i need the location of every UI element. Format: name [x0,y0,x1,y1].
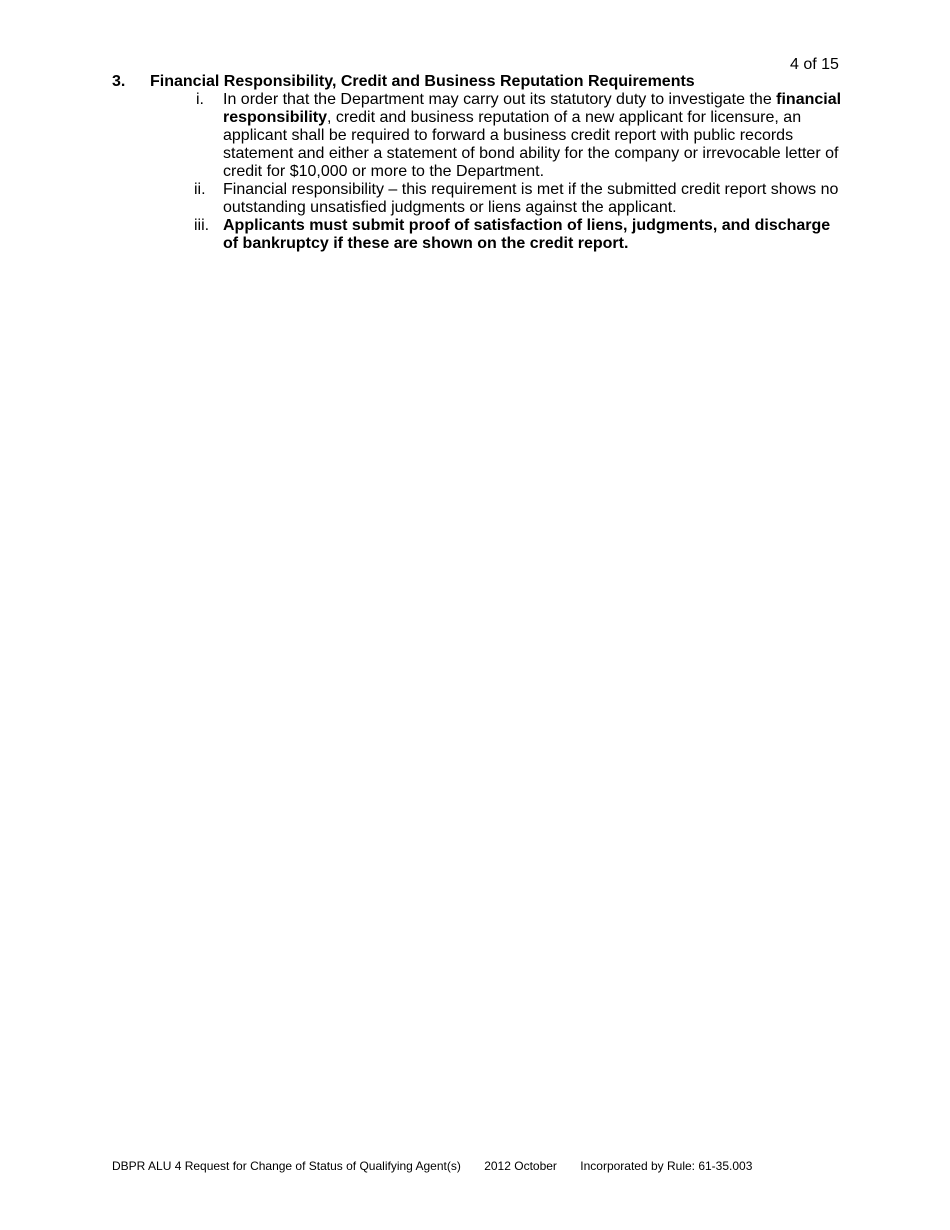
text-before: In order that the Department may carry out its statutory duty to investigate the [223,91,777,108]
list-item-text [223,91,841,180]
list-item-text: Financial responsibility – this requirement is met if the submitted credit report shows no outstanding unsatisfied judgments or liens against the applicant. [223,181,839,216]
list-marker: i. [196,91,204,108]
section-heading [112,73,842,91]
footer-form-title: DBPR ALU 4 Request for Change of Status of Qualifying Agent(s) [112,1159,461,1173]
text-after: , credit and business reputation of a new applicant for licensure, an applicant shall be required to forward a business credit report with public records statement and either a statement of bond ability for the company or irrevocable letter of credit for $10,000 or more to the Department. [223,109,839,180]
section-number: 3. [112,73,126,90]
page-number: 4 of 15 [790,56,839,73]
list-marker: ii. [194,181,206,198]
footer-date: 2012 October [484,1159,557,1173]
bold-term: financial responsibility [223,91,842,126]
requirements-list [112,91,842,253]
list-marker: iii. [194,217,210,234]
list-item [194,181,842,217]
section-title: Financial Responsibility, Credit and Business Reputation Requirements [150,73,695,90]
list-item-text: Applicants must submit proof of satisfaction of liens, judgments, and discharge of bankruptcy if these are shown on the credit report. [223,217,831,252]
page-footer [112,1159,772,1173]
section-3 [112,73,842,253]
list-item [194,217,842,253]
list-item [196,91,842,181]
footer-rule: Incorporated by Rule: 61-35.003 [580,1159,753,1173]
